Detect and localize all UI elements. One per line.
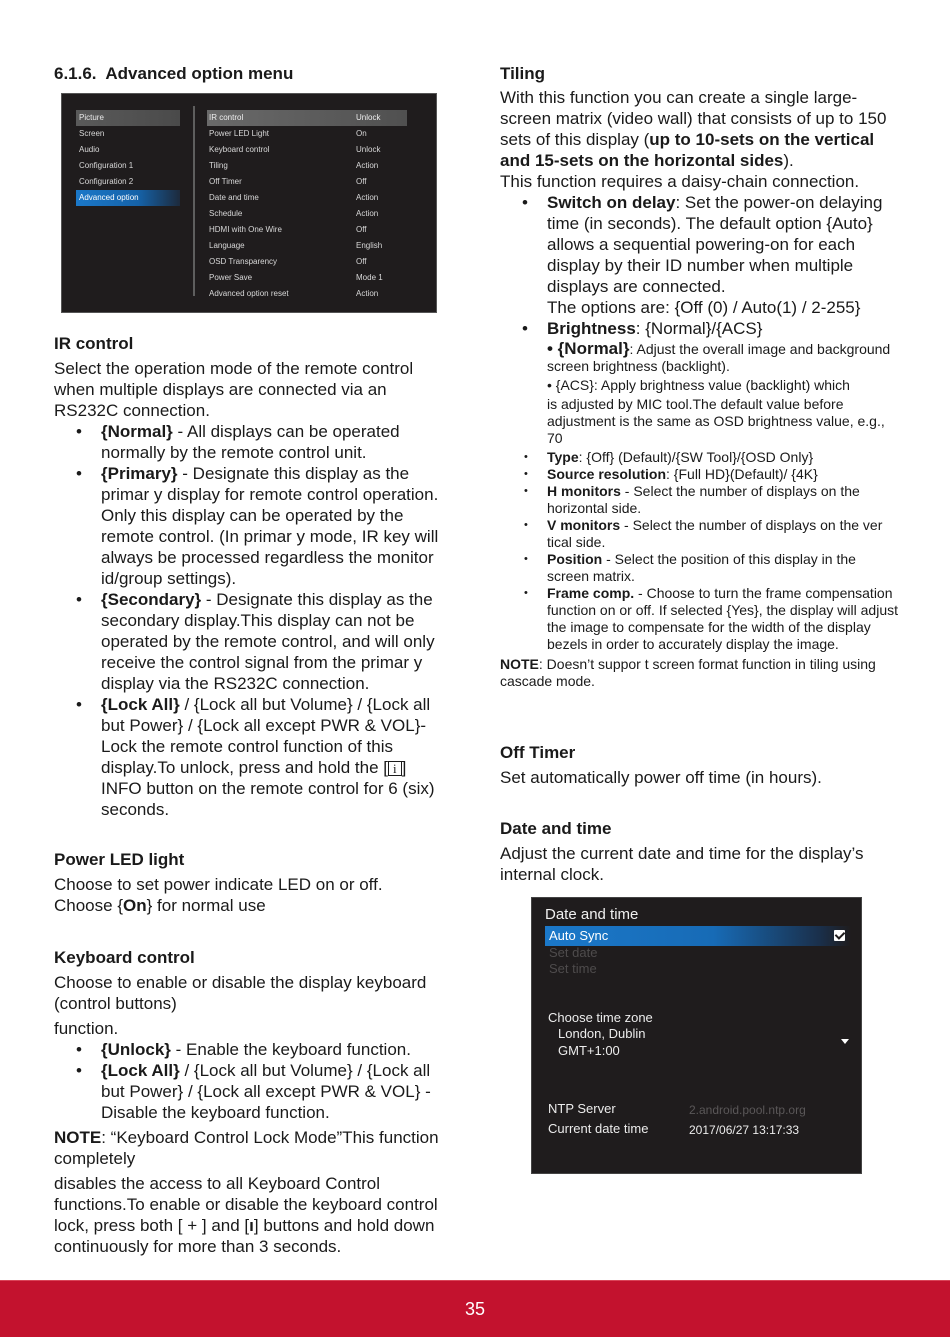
osd-option-power-save[interactable] xyxy=(207,270,407,286)
option-value: Action xyxy=(356,193,379,202)
option-label: OSD Transparency xyxy=(209,257,278,266)
date-time-text: Adjust the current date and time for the display’s internal clock. xyxy=(500,844,864,884)
keyboard-options xyxy=(7,1039,449,1123)
tiling-type: • Type: {Off} (Default)/{SW Tool}/{OSD Only} xyxy=(500,449,898,466)
option-label: Date and time xyxy=(209,193,259,202)
tiling-intro-2: This function requires a daisy-chain connection. xyxy=(500,172,860,191)
osd-option-keyboard-control[interactable] xyxy=(207,142,407,158)
ir-option-lock-all: • {Lock All} / {Lock all but Volume} / {Lock all but Power} / {Lock all except PWR & VOL}- Lock the remote control function of this display.To unlock, press and hold the [ i ] INFO button on the remote control for 6 (six) seconds. xyxy=(54,694,439,820)
auto-sync-row[interactable] xyxy=(545,926,851,946)
ntp-server-label: NTP Server xyxy=(548,1101,616,1116)
tiling-note: NOTE: Doesn’t suppor t screen format function in tiling using cascade mode. xyxy=(500,656,876,689)
page-number: 35 xyxy=(464,1299,486,1319)
option-value: English xyxy=(356,241,383,250)
option-value: Off xyxy=(356,225,367,234)
osd-option-power-led-light[interactable] xyxy=(207,126,407,142)
option-value: Unlock xyxy=(356,113,381,122)
option-label: HDMI with One Wire xyxy=(209,225,282,234)
date-time-osd-title: Date and time xyxy=(545,906,639,923)
tiling-source-resolution: • Source resolution: {Full HD}(Default)/ {4K} xyxy=(500,466,898,483)
keyboard-intro: Choose to enable or disable the display keyboard (control buttons) xyxy=(54,973,427,1013)
option-label: IR control xyxy=(209,113,244,122)
option-label: Keyboard control xyxy=(209,145,270,154)
ir-control-intro: Select the operation mode of the remote control when multiple displays are connected via an RS232C connection. xyxy=(54,359,414,420)
option-label: Tiling xyxy=(209,161,228,170)
tiling-intro: With this function you can create a single large-screen matrix (video wall) that consists of up to 150 sets of this display (up to 10-sets on the vertical and 15-sets on the horizontal sides). xyxy=(500,88,887,170)
option-value: Action xyxy=(356,161,379,170)
ir-control-heading: IR control xyxy=(54,334,134,353)
osd-category-list xyxy=(76,110,180,206)
tiling-position: • Position - Select the position of this display in the screen matrix. xyxy=(500,551,898,585)
current-date-time-label: Current date time xyxy=(548,1121,649,1136)
off-timer-heading: Off Timer xyxy=(500,743,576,762)
tiling-frame-comp: • Frame comp. - Choose to turn the frame compensation function on or off. If selected {Yes}, the display will adjust the image to compensate for the width of the display bezels in order to accurately display the image. xyxy=(500,585,898,653)
dropdown-arrow-icon[interactable] xyxy=(841,1039,849,1044)
tiling-brightness: • Brightness: {Normal}/{ACS} • {Normal}: Adjust the overall image and background screen brightness (backlight). • {ACS}: Apply brightness value (backlight) which is adjusted by MIC tool.The default value before adjustment is the same as OSD brightness value, e.g., 70 xyxy=(500,318,898,447)
option-value: Mode 1 xyxy=(356,273,383,282)
osd-option-tiling[interactable] xyxy=(207,158,407,174)
tiling-options xyxy=(500,192,898,447)
osd-category-audio[interactable]: Audio xyxy=(79,145,100,154)
brightness-acs-detail: is adjusted by MIC tool.The default value before adjustment is the same as OSD brightness value, e.g., 70 xyxy=(547,396,885,446)
option-value: Off xyxy=(356,257,367,266)
date-time-heading: Date and time xyxy=(500,819,612,838)
osd-category-advanced-option[interactable]: Advanced option xyxy=(76,190,180,206)
ir-option-primary: • {Primary} - Designate this display as the primar y display for remote control operation. Only this display can be operated by the remote control. (In primar y mode, IR key will always be processed regardless the monitor id/group settings). xyxy=(54,463,439,589)
ir-control-section xyxy=(54,358,439,820)
keyboard-intro-2: function. xyxy=(54,1019,119,1038)
keyboard-control-section xyxy=(54,972,449,1257)
brightness-normal: • {Normal}: Adjust the overall image and background screen brightness (backlight). xyxy=(547,339,891,374)
option-label: Schedule xyxy=(209,209,243,218)
option-label: Off Timer xyxy=(209,177,242,186)
tiling-settings-list xyxy=(500,449,898,653)
option-label: Power Save xyxy=(209,273,253,282)
option-value: Action xyxy=(356,209,379,218)
option-label: Power LED Light xyxy=(209,129,270,138)
input-button-icon: ı xyxy=(249,1216,254,1235)
section-number: 6.1.6. xyxy=(54,64,97,83)
osd-category-picture[interactable]: Picture xyxy=(76,110,180,126)
brightness-acs: • {ACS}: Apply brightness value (backlight) which xyxy=(547,377,850,393)
power-led-section xyxy=(54,874,454,916)
section-heading xyxy=(54,63,293,84)
osd-category-configuration-2[interactable]: Configuration 2 xyxy=(79,177,134,186)
osd-option-hdmi-one-wire[interactable] xyxy=(207,222,407,238)
set-date-item[interactable]: Set date xyxy=(549,945,598,960)
ir-option-normal: • {Normal} - All displays can be operated normally by the remote control unit. xyxy=(54,421,439,463)
page-footer xyxy=(0,1280,950,1337)
info-button-icon: i xyxy=(388,761,402,776)
osd-option-osd-transparency[interactable] xyxy=(207,254,407,270)
osd-option-advanced-option-reset[interactable] xyxy=(207,286,407,302)
tiling-switch-on-delay: • Switch on delay: Set the power-on delaying time (in seconds). The default option {Auto} allows a sequential powering-on for each display by their ID number when multiple displays are connected. The options are: {Off (0) / Auto(1) / 2-255} xyxy=(500,192,898,318)
option-value: On xyxy=(356,129,367,138)
osd-category-screen[interactable]: Screen xyxy=(79,129,105,138)
advanced-option-osd-menu xyxy=(61,93,437,313)
keyboard-note-continued: disables the access to all Keyboard Control functions.To enable or disable the keyboard control lock, press both [ + ] and [ı] buttons and hold down continuously for more than 3 seconds. xyxy=(54,1174,438,1256)
current-date-time-value: 2017/06/27 13:17:33 xyxy=(689,1123,800,1137)
time-zone-offset[interactable]: GMT+1:00 xyxy=(558,1043,620,1058)
osd-option-date-and-time[interactable] xyxy=(207,190,407,206)
ir-option-secondary: • {Secondary} - Designate this display as the secondary display.This display can not be operated by the remote control, and will only receive the control signal from the primar y display via the RS232C connection. xyxy=(54,589,439,694)
tiling-section xyxy=(500,87,898,690)
osd-category-configuration-1[interactable]: Configuration 1 xyxy=(79,161,134,170)
section-title: Advanced option menu xyxy=(105,64,294,83)
set-time-item[interactable]: Set time xyxy=(549,961,597,976)
keyboard-control-heading: Keyboard control xyxy=(54,948,195,967)
keyboard-option-unlock: • {Unlock} - Enable the keyboard function. xyxy=(54,1039,449,1060)
option-value: Action xyxy=(356,289,379,298)
osd-divider xyxy=(193,106,195,296)
tiling-h-monitors: • H monitors - Select the number of displays on the horizontal side. xyxy=(500,483,898,517)
option-label: Language xyxy=(209,241,245,250)
time-zone-city[interactable]: London, Dublin xyxy=(558,1026,646,1041)
auto-sync-label: Auto Sync xyxy=(549,928,609,943)
option-value: Unlock xyxy=(356,145,381,154)
osd-option-schedule[interactable] xyxy=(207,206,407,222)
date-time-osd xyxy=(531,897,862,1174)
option-label: Advanced option reset xyxy=(209,289,289,298)
ntp-server-value: 2.android.pool.ntp.org xyxy=(689,1103,806,1117)
power-led-line-2: Choose {On} for normal use xyxy=(54,896,266,915)
off-timer-text: Set automatically power off time (in hours). xyxy=(500,768,822,787)
osd-option-language[interactable] xyxy=(207,238,407,254)
power-led-line-1: Choose to set power indicate LED on or off. xyxy=(54,875,383,894)
time-zone-label: Choose time zone xyxy=(548,1010,653,1025)
tiling-v-monitors: • V monitors - Select the number of displays on the ver tical side. xyxy=(500,517,898,551)
keyboard-option-lock-all: • {Lock All} / {Lock all but Volume} / {Lock all but Power} / {Lock all except PWR & VOL} - Disable the keyboard function. xyxy=(54,1060,449,1123)
osd-option-off-timer[interactable] xyxy=(207,174,407,190)
osd-option-list xyxy=(207,110,407,302)
option-value: Off xyxy=(356,177,367,186)
keyboard-note: NOTE: “Keyboard Control Lock Mode”This function completely xyxy=(54,1128,439,1168)
checkbox-checked-icon[interactable] xyxy=(834,930,845,941)
osd-option-ir-control[interactable] xyxy=(207,110,407,126)
ir-control-options xyxy=(7,421,439,820)
tiling-heading: Tiling xyxy=(500,64,546,83)
power-led-heading: Power LED light xyxy=(54,850,185,869)
